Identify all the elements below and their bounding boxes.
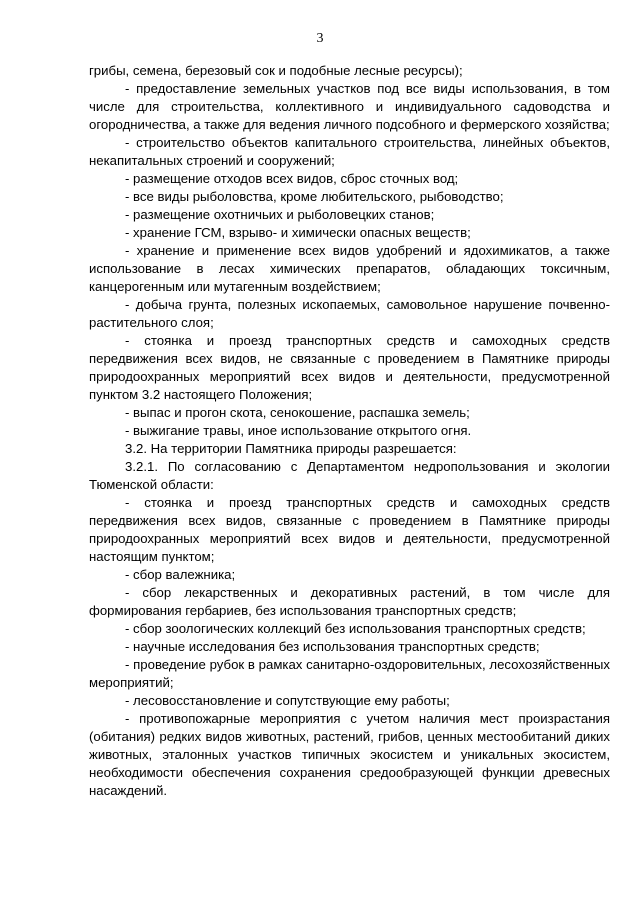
list-item-soil-extraction: - добыча грунта, полезных ископаемых, самовольное нарушение почвенно-растительного слоя; <box>89 297 610 330</box>
list-item-construction: - строительство объектов капитального строительства, линейных объектов, некапитальных строений и сооружений; <box>89 135 610 168</box>
list-item-zoological-collections: - сбор зоологических коллекций без использования транспортных средств; <box>125 621 586 636</box>
list-item-reforestation: - лесовосстановление и сопутствующие ему работы; <box>125 693 450 708</box>
list-item-grazing: - выпас и прогон скота, сенокошение, распашка земель; <box>125 405 470 420</box>
list-item-vehicle-parking-allowed: - стоянка и проезд транспортных средств и самоходных средств передвижения всех видов, связанные с проведением в Памятнике природы природоохранных мероприятий всех видов и деятельности, предусмотренной настоящим пунктом; <box>89 495 610 564</box>
list-item-fire-prevention: - противопожарные мероприятия с учетом наличия мест произрастания (обитания) редких видов животных, растений, грибов, ценных местообитаний диких животных, эталонных участков типичных экосистем и уникальных экосистем, необходимости обеспечения сохранения средообразующей функции древесных насаждений. <box>89 711 610 798</box>
page-number: 3 <box>316 31 324 46</box>
list-item-fertilizers: - хранение и применение всех видов удобрений и ядохимикатов, а также использование в лесах химических препаратов, обладающих токсичным, канцерогенным или мутагенным воздействием; <box>89 243 610 294</box>
paragraph-continuation: грибы, семена, березовый сок и подобные лесные ресурсы); <box>89 63 463 78</box>
list-item-waste-disposal: - размещение отходов всех видов, сброс сточных вод; <box>125 171 459 186</box>
list-item-vehicle-parking-prohibited: - стоянка и проезд транспортных средств и самоходных средств передвижения всех видов, не связанные с проведением в Памятнике природы природоохранных мероприятий всех видов и деятельности, предусмотренной пунктом 3.2 настоящего Положения; <box>89 333 610 402</box>
list-item-sanitary-felling: - проведение рубок в рамках санитарно-оздоровительных, лесохозяйственных мероприятий; <box>89 657 610 690</box>
list-item-deadwood: - сбор валежника; <box>125 567 236 582</box>
list-item-burning: - выжигание травы, иное использование открытого огня. <box>125 423 472 438</box>
list-item-medicinal-plants: - сбор лекарственных и декоративных растений, в том числе для формирования гербариев, без использования транспортных средств; <box>89 585 610 618</box>
list-item-fuel-storage: - хранение ГСМ, взрыво- и химически опасных веществ; <box>125 225 471 240</box>
section-heading-3-2-1: 3.2.1. По согласованию с Департаментом недропользования и экологии Тюменской области: <box>89 459 610 492</box>
document-body <box>89 62 610 800</box>
list-item-research: - научные исследования без использования транспортных средств; <box>125 639 540 654</box>
section-heading-3-2: 3.2. На территории Памятника природы разрешается: <box>125 441 457 456</box>
list-item-camps: - размещение охотничьих и рыболовецких станов; <box>125 207 435 222</box>
list-item-fishing: - все виды рыболовства, кроме любительского, рыбоводство; <box>125 189 504 204</box>
list-item-land-allocation: - предоставление земельных участков под все виды использования, в том числе для строительства, коллективного и индивидуального садоводства и огородничества, а также для ведения личного подсобного и фермерского хозяйства; <box>89 81 610 132</box>
